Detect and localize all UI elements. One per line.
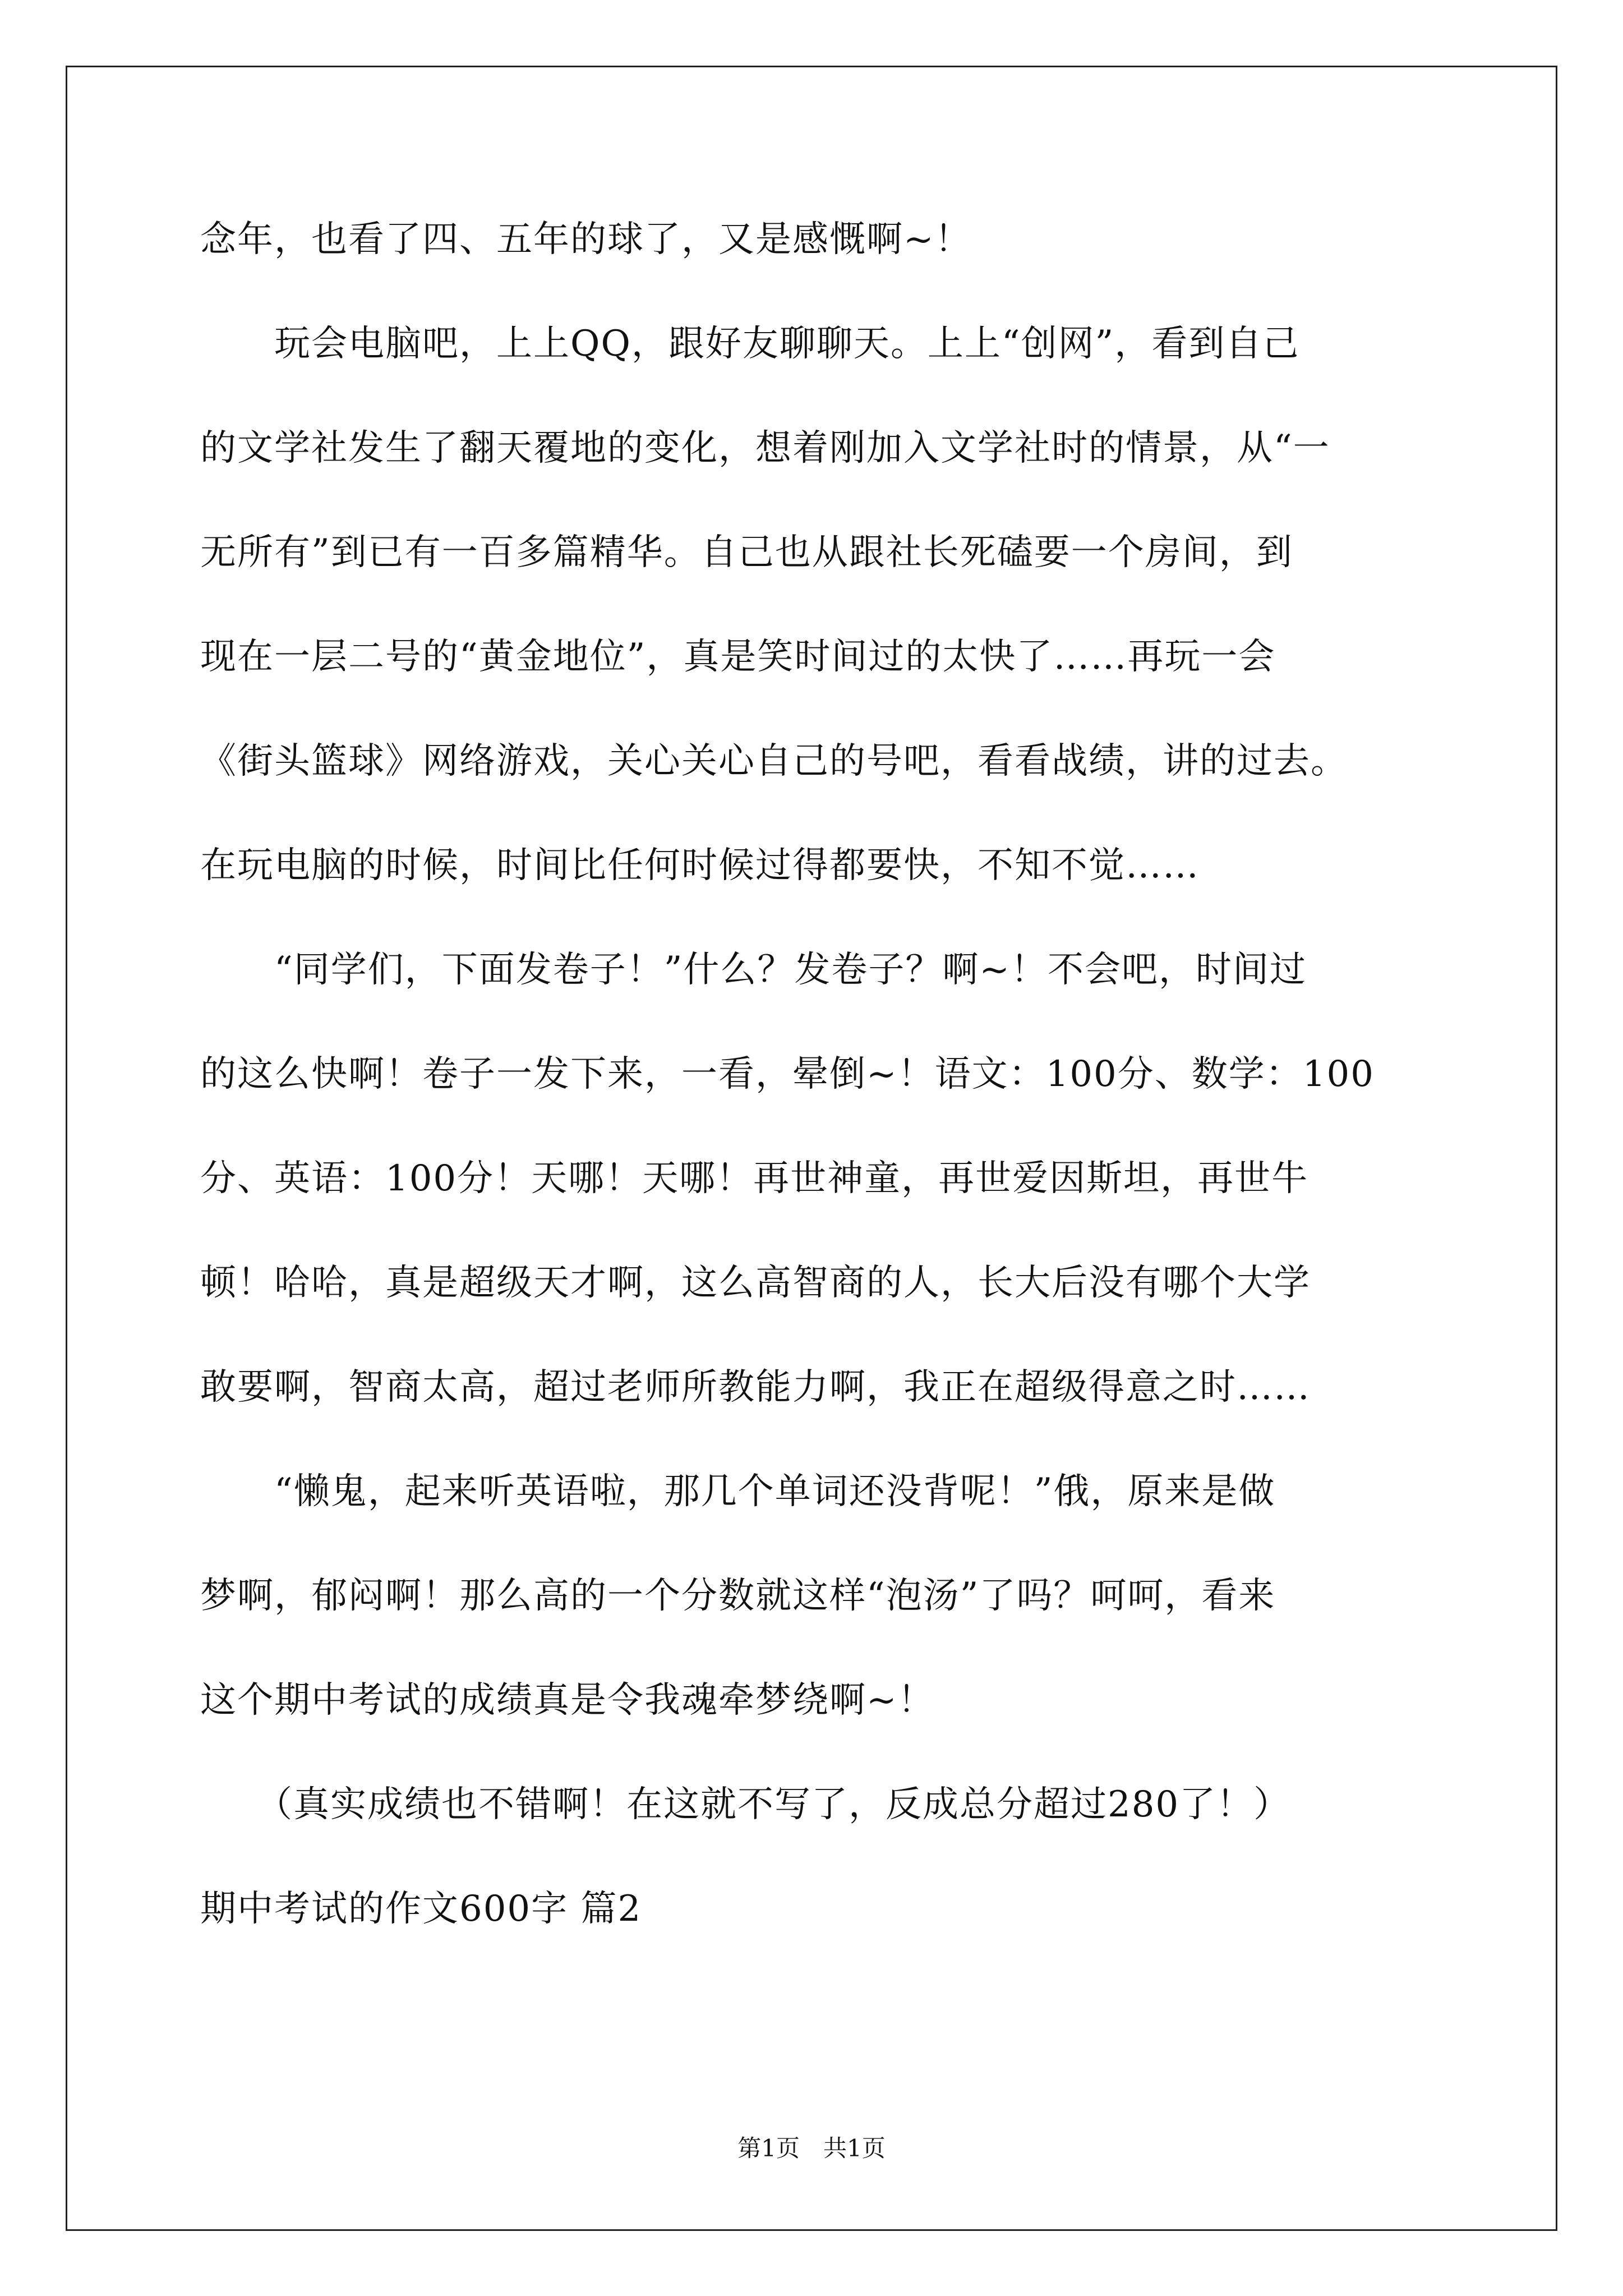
text-line: 《街头篮球》网络游戏，关心关心自己的号吧，看看战绩，讲的过去。 [200,740,1348,782]
text-line: 无所有”到已有一百多篇精华。自己也从跟社长死磕要一个房间，到 [200,532,1293,573]
document-body [200,213,1490,1987]
text-line: 的这么快啊！卷子一发下来，一看，晕倒~！语文：100分、数学：100 [200,1053,1375,1095]
text-line: 顿！哈哈，真是超级天才啊，这么高智商的人，长大后没有哪个大学 [200,1262,1311,1304]
text-line: “懒鬼，起来听英语啦，那几个单词还没背呢！”俄，原来是做 [200,1471,1276,1512]
text-line: 的文学社发生了翻天覆地的变化，想着刚加入文学社时的情景，从“一 [200,427,1330,469]
text-line: 念年，也看了四、五年的球了，又是感慨啊~！ [200,219,972,260]
text-line: 现在一层二号的“黄金地位”，真是笑时间过的太快了……再玩一会 [200,636,1276,678]
text-line: 玩会电脑吧，上上QQ，跟好友聊聊天。上上“创网”，看到自己 [200,323,1300,365]
text-line: 敢要啊，智商太高，超过老师所教能力啊，我正在超级得意之时…… [200,1366,1311,1408]
section-heading: 期中考试的作文600字 篇2 [200,1888,642,1930]
text-line: “同学们，下面发卷子！”什么？发卷子？啊~！不会吧，时间过 [200,949,1307,991]
page-number: 第1页 共1页 [737,2134,886,2162]
text-line: 这个期中考试的成绩真是令我魂牵梦绕啊~！ [200,1680,935,1721]
text-line: （真实成绩也不错啊！在这就不写了，反成总分超过280了！） [200,1784,1291,1825]
text-line: 梦啊，郁闷啊！那么高的一个分数就这样“泡汤”了吗？呵呵，看来 [200,1575,1276,1617]
text-line: 在玩电脑的时候，时间比任何时候过得都要快，不知不觉…… [200,845,1200,886]
text-line: 分、英语：100分！天哪！天哪！再世神童，再世爱因斯坦，再世牛 [200,1158,1309,1199]
